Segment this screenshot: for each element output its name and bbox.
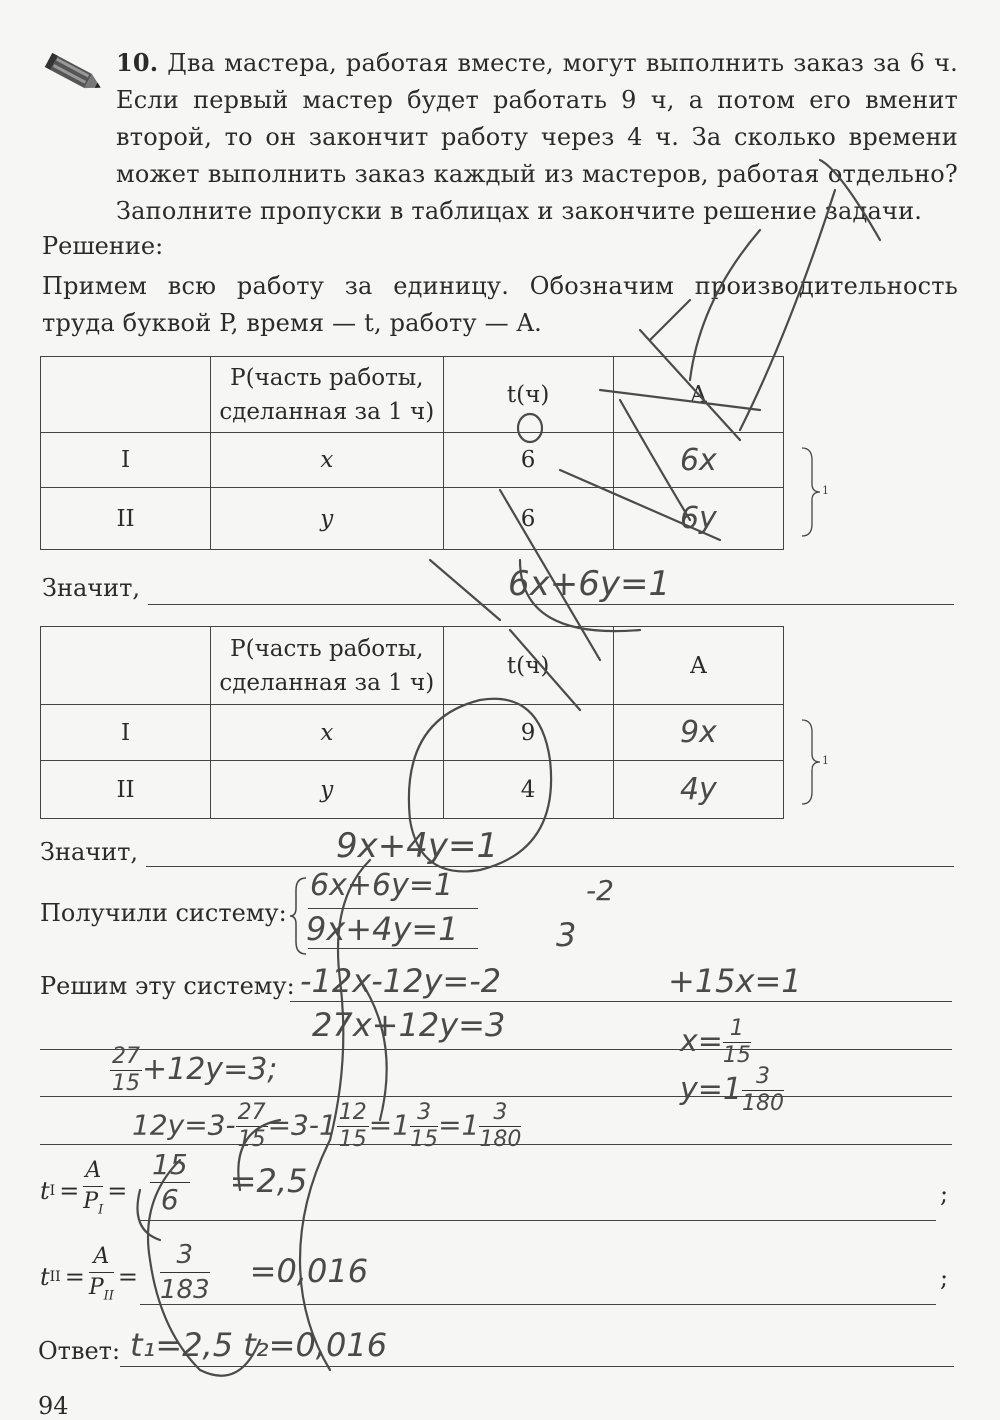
solve-l4-num4: 3 xyxy=(479,1100,521,1127)
line-1-label: Значит, xyxy=(42,574,141,602)
solve-l3-den: 15 xyxy=(112,1071,140,1096)
t2-hand-rest: =0,016 xyxy=(249,1251,369,1290)
solve-eq-2: 27x+12y=3 xyxy=(312,1006,506,1044)
t1-hand-num: 15 xyxy=(152,1148,188,1181)
solve-l3-rest: +12y=3; xyxy=(142,1052,278,1087)
table-1-header-t: t(ч) xyxy=(443,357,613,433)
brace-2-value: 1 xyxy=(822,754,829,767)
solve-l4c: =1 xyxy=(368,1108,411,1142)
system-mult-1: -2 xyxy=(586,874,614,907)
system-eq-2: 9x+4y=1 xyxy=(306,910,459,948)
solve-l4-den2: 15 xyxy=(338,1127,367,1152)
intro-text: Примем всю работу за единицу. Обозначим производительность труда буквой P, время — t, работу — A. xyxy=(42,272,958,337)
t2-sub: II xyxy=(49,1268,61,1285)
solve-l4-den4: 180 xyxy=(479,1127,522,1152)
line-2-handwriting: 9x+4y=1 xyxy=(336,826,499,866)
solve-l3-num: 27 xyxy=(112,1044,140,1069)
table-cell-t: 6 xyxy=(443,433,613,488)
table-cell-p: x xyxy=(211,705,443,761)
t1-a: A xyxy=(83,1156,103,1187)
solve-l4-num: 27 xyxy=(237,1100,266,1125)
table-cell-a: 4y xyxy=(613,761,783,819)
solve-l4-den3: 15 xyxy=(410,1127,439,1152)
solve-label: Решим эту систему: xyxy=(40,972,295,1000)
t2-eq2: = xyxy=(117,1262,139,1291)
t1-psub: I xyxy=(98,1202,104,1218)
answer-handwriting: t₁=2,5 t₂=0,016 xyxy=(130,1326,388,1364)
t1-hand-den: 6 xyxy=(160,1183,179,1216)
brace-1-value: 1 xyxy=(822,484,829,497)
t2-p: P xyxy=(88,1275,104,1300)
solve-eq-1: -12x-12y=-2 xyxy=(300,962,502,1000)
table-cell-p: x xyxy=(211,433,443,488)
t2-eq: = xyxy=(64,1262,85,1291)
solve-result-3-prefix: y=1 xyxy=(680,1072,742,1107)
t1-hand-rest: =2,5 xyxy=(229,1161,308,1200)
solve-result-2-prefix: x= xyxy=(680,1024,723,1059)
t1-eq: = xyxy=(59,1176,80,1205)
table-row-label: I xyxy=(41,705,211,761)
page-number: 94 xyxy=(38,1392,69,1420)
table-cell-t: 6 xyxy=(443,488,613,550)
solve-l4-den: 15 xyxy=(237,1127,266,1152)
solve-result-3-num: 3 xyxy=(742,1064,784,1091)
system-eq-1: 6x+6y=1 xyxy=(310,868,454,903)
solve-l4a: 12y=3- xyxy=(132,1108,236,1142)
t1-t: t xyxy=(40,1176,50,1205)
table-cell-p: y xyxy=(211,488,443,550)
table-cell-t: 9 xyxy=(443,705,613,761)
table-1-header-a: A xyxy=(613,357,783,433)
table-cell-p: y xyxy=(211,761,443,819)
t2-psub: II xyxy=(103,1288,114,1304)
t1-eq2: = xyxy=(107,1176,128,1205)
table-2-header-t: t(ч) xyxy=(443,627,613,705)
solution-label: Решение: xyxy=(42,232,164,260)
table-row-label: I xyxy=(41,433,211,488)
solve-result-1: +15x=1 xyxy=(668,962,802,1000)
problem-number: 10. xyxy=(116,48,159,77)
solve-result-2-num: 1 xyxy=(723,1016,751,1043)
table-1-header-p: P(часть работы, сделанная за 1 ч) xyxy=(211,357,443,433)
t2-semicolon: ; xyxy=(940,1264,949,1292)
solve-result-3-den: 180 xyxy=(741,1091,784,1116)
system-label: Получили систему: xyxy=(40,899,287,927)
table-row-label: II xyxy=(41,488,211,550)
table-2-header-a: A xyxy=(613,627,783,705)
line-1-handwriting: 6x+6y=1 xyxy=(508,564,671,604)
solve-l4b: =3-1 xyxy=(267,1108,337,1142)
t1-p: P xyxy=(83,1189,99,1214)
t1-sub: I xyxy=(49,1182,56,1199)
t2-hand-num: 3 xyxy=(160,1238,210,1273)
t1-semicolon: ; xyxy=(940,1180,949,1208)
solve-l4-num3: 3 xyxy=(410,1100,438,1127)
solve-result-2-den: 15 xyxy=(722,1043,751,1068)
table-2-header-p: P(часть работы, сделанная за 1 ч) xyxy=(211,627,443,705)
answer-label: Ответ: xyxy=(38,1337,121,1365)
table-cell-a: 9x xyxy=(613,705,783,761)
line-2-label: Значит, xyxy=(40,838,139,866)
table-cell-t: 4 xyxy=(443,761,613,819)
t2-hand-den: 183 xyxy=(160,1275,210,1305)
table-cell-a: 6y xyxy=(613,488,783,550)
table-cell-a: 6x xyxy=(613,433,783,488)
solve-l4-num2: 12 xyxy=(338,1100,367,1125)
system-mult-2: 3 xyxy=(556,916,577,954)
table-row-label: II xyxy=(41,761,211,819)
problem-body: Два мастера, работая вместе, могут выполнить заказ за 6 ч. Если первый мастер будет работать 9 ч, а потом его вменит второй, то он закончит работу через 4 ч. За сколько времени может выполнить заказ каждый из мастеров, работая отдельно? Заполните пропуски в таблицах и закончите решение задачи. xyxy=(116,49,958,225)
t2-t: t xyxy=(40,1262,50,1291)
t2-a: A xyxy=(89,1242,114,1273)
solve-l4d: =1 xyxy=(438,1108,480,1142)
